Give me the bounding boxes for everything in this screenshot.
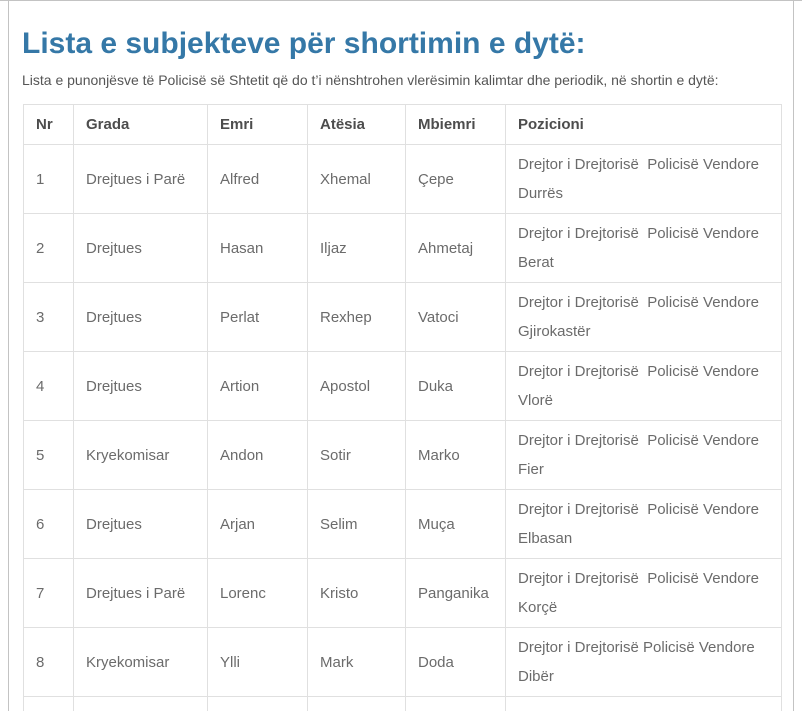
column-header-2: Emri bbox=[208, 105, 308, 145]
table-cell: Lorenc bbox=[208, 559, 308, 628]
table-header-row bbox=[24, 105, 782, 145]
table-row bbox=[24, 697, 782, 711]
table-cell: Vatoci bbox=[406, 283, 506, 352]
table-cell: Mark bbox=[308, 628, 406, 697]
table-cell: Drejtues bbox=[74, 214, 208, 283]
table-row bbox=[24, 283, 782, 352]
table-cell: Artion bbox=[208, 352, 308, 421]
column-header-1: Grada bbox=[74, 105, 208, 145]
table-cell: 1 bbox=[24, 145, 74, 214]
table-cell: Drejtor i Drejtorisë Policisë Vendore Gjirokastër bbox=[506, 283, 782, 352]
table-cell: 8 bbox=[24, 628, 74, 697]
table-cell: Kryekomisar bbox=[74, 421, 208, 490]
table-row bbox=[24, 352, 782, 421]
table-cell: Drejtues bbox=[74, 490, 208, 559]
table-cell: Drejtor i Drejtorisë Policisë Vendore Korçë bbox=[506, 559, 782, 628]
table-cell: 6 bbox=[24, 490, 74, 559]
table-cell: Andon bbox=[208, 421, 308, 490]
table-row bbox=[24, 628, 782, 697]
table-cell: Drejtues bbox=[74, 352, 208, 421]
table-cell: Duka bbox=[406, 352, 506, 421]
table-cell: 7 bbox=[24, 559, 74, 628]
table-cell: Drejtues i Parë bbox=[74, 559, 208, 628]
column-header-4: Mbiemri bbox=[406, 105, 506, 145]
table-cell bbox=[74, 697, 208, 711]
content-container bbox=[8, 1, 794, 711]
table-row bbox=[24, 559, 782, 628]
table-row bbox=[24, 145, 782, 214]
table-cell bbox=[208, 697, 308, 711]
table-head bbox=[24, 105, 782, 145]
table-cell: Iljaz bbox=[308, 214, 406, 283]
column-header-3: Atësia bbox=[308, 105, 406, 145]
table-cell: Muça bbox=[406, 490, 506, 559]
table-cell: Sotir bbox=[308, 421, 406, 490]
table-cell: Panganika bbox=[406, 559, 506, 628]
table-cell: Kristo bbox=[308, 559, 406, 628]
table-cell: 2 bbox=[24, 214, 74, 283]
table-row bbox=[24, 490, 782, 559]
table-cell: Perlat bbox=[208, 283, 308, 352]
table-cell: Drejtues i Parë bbox=[74, 145, 208, 214]
table-cell: 5 bbox=[24, 421, 74, 490]
column-header-5: Pozicioni bbox=[506, 105, 782, 145]
table-cell: Drejtues bbox=[74, 283, 208, 352]
table-cell: Drejtor i Drejtorisë Policisë Vendore Dibër bbox=[506, 628, 782, 697]
table-cell: Selim bbox=[308, 490, 406, 559]
page-subtitle: Lista e punonjësve të Policisë së Shtetit që do t’i nënshtrohen vlerësimin kalimtar dhe periodik, në shortin e dytë: bbox=[22, 72, 719, 88]
table-cell: 3 bbox=[24, 283, 74, 352]
table-cell: Drejtor i Drejtorisë Policisë Vendore Durrës bbox=[506, 145, 782, 214]
table-cell: Ylli bbox=[208, 628, 308, 697]
table-cell: Drejtor i Drejtorisë Policisë Vendore Berat bbox=[506, 214, 782, 283]
table-cell bbox=[24, 697, 74, 711]
table-cell: Doda bbox=[406, 628, 506, 697]
table-row bbox=[24, 421, 782, 490]
table-cell: Xhemal bbox=[308, 145, 406, 214]
table-cell: Apostol bbox=[308, 352, 406, 421]
table-cell: 4 bbox=[24, 352, 74, 421]
table-cell: Çepe bbox=[406, 145, 506, 214]
table-cell: Drejtor i Drejtorisë Policisë Vendore Fier bbox=[506, 421, 782, 490]
table-cell bbox=[406, 697, 506, 711]
table-cell: Kryekomisar bbox=[74, 628, 208, 697]
table-cell bbox=[506, 697, 782, 711]
column-header-0: Nr bbox=[24, 105, 74, 145]
table-cell: Drejtor i Drejtorisë Policisë Vendore Elbasan bbox=[506, 490, 782, 559]
table-cell: Marko bbox=[406, 421, 506, 490]
table-cell bbox=[308, 697, 406, 711]
page-title: Lista e subjekteve për shortimin e dytë: bbox=[22, 27, 586, 60]
table-cell: Rexhep bbox=[308, 283, 406, 352]
table-cell: Alfred bbox=[208, 145, 308, 214]
table-cell: Arjan bbox=[208, 490, 308, 559]
table-cell: Drejtor i Drejtorisë Policisë Vendore Vlorë bbox=[506, 352, 782, 421]
table-row bbox=[24, 214, 782, 283]
subjects-table bbox=[23, 104, 782, 711]
table-cell: Ahmetaj bbox=[406, 214, 506, 283]
table-cell: Hasan bbox=[208, 214, 308, 283]
table-body bbox=[24, 145, 782, 711]
